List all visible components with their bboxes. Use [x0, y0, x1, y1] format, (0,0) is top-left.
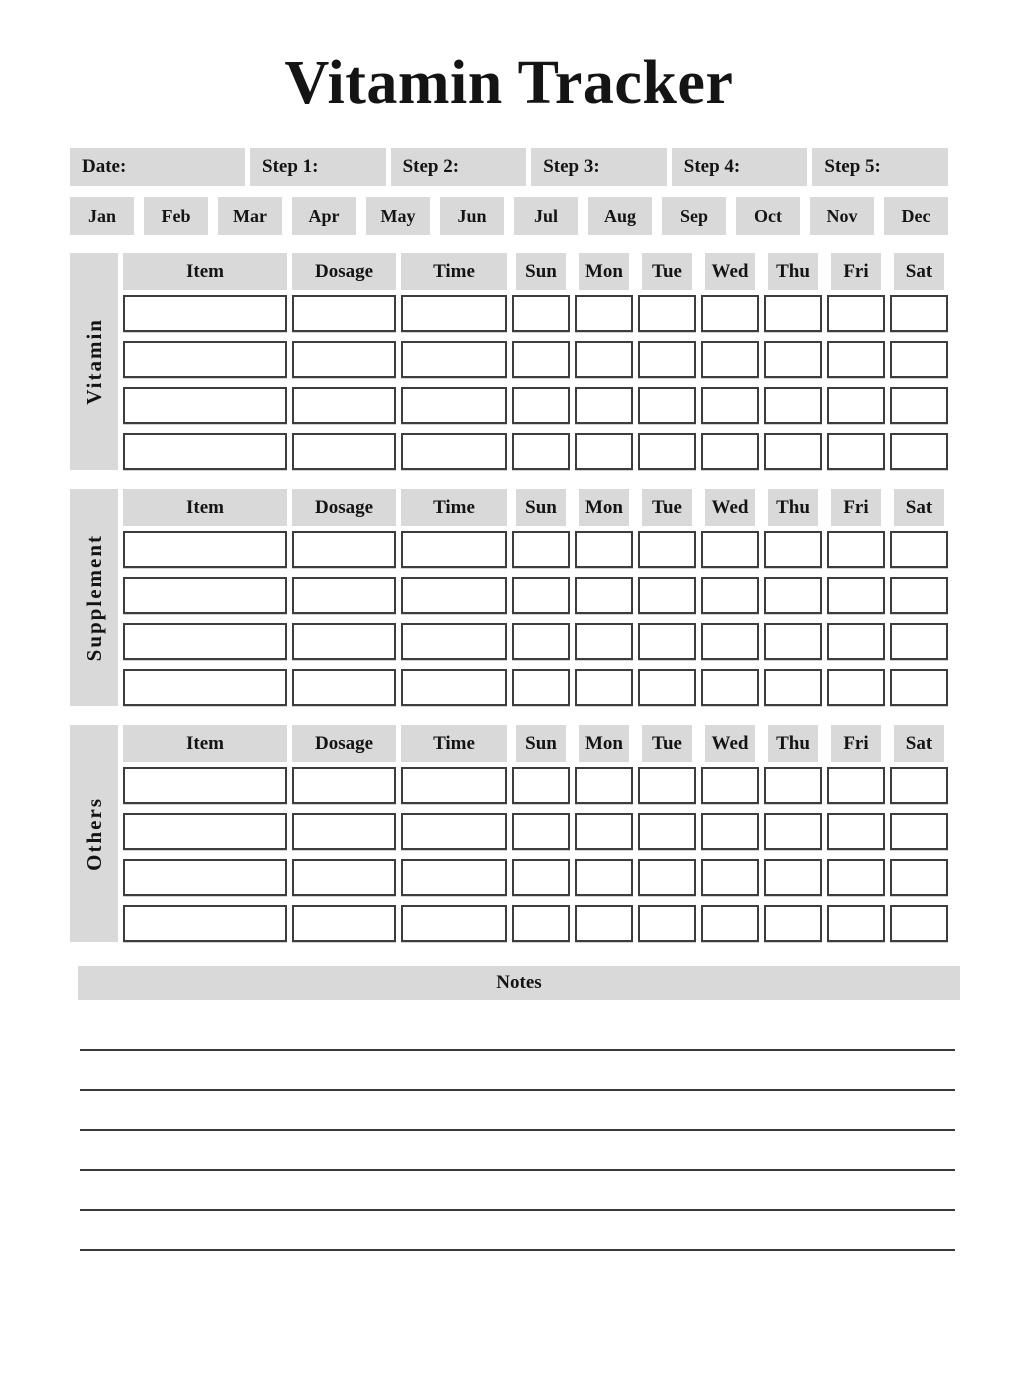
table-body-others	[123, 767, 948, 942]
others-fri-checkbox[interactable]	[827, 905, 885, 942]
others-sun-checkbox[interactable]	[512, 859, 570, 896]
month-oct[interactable]: Oct	[736, 197, 800, 235]
notes-line[interactable]	[80, 1249, 955, 1251]
vitamin-wed-checkbox[interactable]	[701, 387, 759, 424]
others-mon-checkbox[interactable]	[575, 859, 633, 896]
others-sat-checkbox[interactable]	[890, 905, 948, 942]
vitamin-item-input[interactable]	[123, 387, 287, 424]
supplement-wed-checkbox[interactable]	[701, 669, 759, 706]
column-header-fri: Fri	[831, 253, 881, 290]
column-header-thu: Thu	[768, 725, 818, 762]
month-mar[interactable]: Mar	[218, 197, 282, 235]
supplement-sun-checkbox[interactable]	[512, 623, 570, 660]
month-feb[interactable]: Feb	[144, 197, 208, 235]
vitamin-tue-checkbox[interactable]	[638, 387, 696, 424]
supplement-sun-checkbox[interactable]	[512, 531, 570, 568]
column-header-time: Time	[401, 253, 507, 290]
supplement-fri-checkbox[interactable]	[827, 623, 885, 660]
supplement-dosage-input[interactable]	[292, 531, 396, 568]
supplement-dosage-input[interactable]	[292, 623, 396, 660]
vitamin-wed-checkbox[interactable]	[701, 295, 759, 332]
date-steps-row	[70, 148, 948, 186]
table-others	[123, 725, 948, 942]
step-3-label: Step 3:	[543, 156, 600, 177]
vitamin-time-input[interactable]	[401, 387, 507, 424]
vitamin-time-input[interactable]	[401, 295, 507, 332]
vitamin-item-input[interactable]	[123, 341, 287, 378]
column-header-wed: Wed	[705, 725, 755, 762]
others-sat-checkbox[interactable]	[890, 859, 948, 896]
notes-label: Notes	[496, 972, 542, 993]
supplement-item-input[interactable]	[123, 577, 287, 614]
others-time-input[interactable]	[401, 905, 507, 942]
table-header-others	[123, 725, 948, 762]
month-dec[interactable]: Dec	[884, 197, 948, 235]
supplement-time-input[interactable]	[401, 531, 507, 568]
page-title: Vitamin Tracker	[284, 49, 734, 117]
supplement-fri-checkbox[interactable]	[827, 577, 885, 614]
vitamin-thu-checkbox[interactable]	[764, 433, 822, 470]
supplement-thu-checkbox[interactable]	[764, 531, 822, 568]
column-header-dosage: Dosage	[292, 725, 396, 762]
step-1-label: Step 1:	[262, 156, 319, 177]
column-header-mon: Mon	[579, 725, 629, 762]
months-row	[70, 197, 948, 235]
column-header-sat: Sat	[894, 253, 944, 290]
supplement-sat-checkbox[interactable]	[890, 577, 948, 614]
notes-line[interactable]	[80, 1089, 955, 1091]
supplement-item-input[interactable]	[123, 623, 287, 660]
month-may[interactable]: May	[366, 197, 430, 235]
supplement-dosage-input[interactable]	[292, 669, 396, 706]
vitamin-mon-checkbox[interactable]	[575, 387, 633, 424]
table-vitamin	[123, 253, 948, 470]
table-supplement	[123, 489, 948, 706]
others-tue-checkbox[interactable]	[638, 813, 696, 850]
supplement-mon-checkbox[interactable]	[575, 623, 633, 660]
others-time-input[interactable]	[401, 813, 507, 850]
step-1-field[interactable]	[250, 148, 386, 186]
date-field[interactable]	[70, 148, 245, 186]
column-header-tue: Tue	[642, 253, 692, 290]
section-label-vitamin: Vitamin	[81, 318, 106, 405]
column-header-tue: Tue	[642, 489, 692, 526]
month-aug[interactable]: Aug	[588, 197, 652, 235]
month-jun[interactable]: Jun	[440, 197, 504, 235]
vitamin-thu-checkbox[interactable]	[764, 387, 822, 424]
others-sun-checkbox[interactable]	[512, 905, 570, 942]
column-header-time: Time	[401, 725, 507, 762]
column-header-mon: Mon	[579, 489, 629, 526]
vitamin-time-input[interactable]	[401, 433, 507, 470]
vitamin-sun-checkbox[interactable]	[512, 341, 570, 378]
others-thu-checkbox[interactable]	[764, 859, 822, 896]
others-wed-checkbox[interactable]	[701, 905, 759, 942]
tracker-sections	[70, 253, 948, 942]
section-rail-vitamin	[70, 253, 118, 470]
others-fri-checkbox[interactable]	[827, 813, 885, 850]
vitamin-tue-checkbox[interactable]	[638, 341, 696, 378]
section-others	[70, 725, 948, 942]
others-dosage-input[interactable]	[292, 859, 396, 896]
date-label: Date:	[82, 156, 127, 177]
column-header-sat: Sat	[894, 489, 944, 526]
vitamin-tracker-page	[0, 49, 1024, 1251]
step-2-field[interactable]	[391, 148, 527, 186]
vitamin-dosage-input[interactable]	[292, 387, 396, 424]
supplement-thu-checkbox[interactable]	[764, 577, 822, 614]
others-wed-checkbox[interactable]	[701, 859, 759, 896]
others-dosage-input[interactable]	[292, 767, 396, 804]
supplement-thu-checkbox[interactable]	[764, 623, 822, 660]
others-item-input[interactable]	[123, 813, 287, 850]
vitamin-mon-checkbox[interactable]	[575, 341, 633, 378]
vitamin-fri-checkbox[interactable]	[827, 341, 885, 378]
column-header-dosage: Dosage	[292, 489, 396, 526]
supplement-sun-checkbox[interactable]	[512, 577, 570, 614]
others-sat-checkbox[interactable]	[890, 813, 948, 850]
vitamin-sat-checkbox[interactable]	[890, 433, 948, 470]
month-jul[interactable]: Jul	[514, 197, 578, 235]
supplement-sun-checkbox[interactable]	[512, 669, 570, 706]
table-header-supplement	[123, 489, 948, 526]
supplement-thu-checkbox[interactable]	[764, 669, 822, 706]
column-header-fri: Fri	[831, 725, 881, 762]
month-sep[interactable]: Sep	[662, 197, 726, 235]
step-4-label: Step 4:	[683, 156, 741, 177]
vitamin-thu-checkbox[interactable]	[764, 295, 822, 332]
supplement-tue-checkbox[interactable]	[638, 669, 696, 706]
supplement-time-input[interactable]	[401, 577, 507, 614]
others-time-input[interactable]	[401, 767, 507, 804]
vitamin-mon-checkbox[interactable]	[575, 433, 633, 470]
column-header-sat: Sat	[894, 725, 944, 762]
supplement-time-input[interactable]	[401, 623, 507, 660]
notes-line[interactable]	[80, 1209, 955, 1211]
supplement-tue-checkbox[interactable]	[638, 531, 696, 568]
month-jan[interactable]: Jan	[70, 197, 134, 235]
notes-line[interactable]	[80, 1049, 955, 1051]
supplement-wed-checkbox[interactable]	[701, 531, 759, 568]
others-mon-checkbox[interactable]	[575, 905, 633, 942]
supplement-fri-checkbox[interactable]	[827, 669, 885, 706]
month-apr[interactable]: Apr	[292, 197, 356, 235]
others-item-input[interactable]	[123, 859, 287, 896]
vitamin-item-input[interactable]	[123, 295, 287, 332]
vitamin-dosage-input[interactable]	[292, 433, 396, 470]
others-wed-checkbox[interactable]	[701, 813, 759, 850]
vitamin-item-input[interactable]	[123, 433, 287, 470]
vitamin-sun-checkbox[interactable]	[512, 433, 570, 470]
others-thu-checkbox[interactable]	[764, 813, 822, 850]
vitamin-tue-checkbox[interactable]	[638, 433, 696, 470]
column-header-dosage: Dosage	[292, 253, 396, 290]
supplement-mon-checkbox[interactable]	[575, 577, 633, 614]
vitamin-mon-checkbox[interactable]	[575, 295, 633, 332]
supplement-sat-checkbox[interactable]	[890, 531, 948, 568]
column-header-item: Item	[123, 253, 287, 290]
others-item-input[interactable]	[123, 767, 287, 804]
section-vitamin	[70, 253, 948, 470]
supplement-tue-checkbox[interactable]	[638, 577, 696, 614]
step-5-field[interactable]	[812, 148, 948, 186]
vitamin-dosage-input[interactable]	[292, 295, 396, 332]
supplement-wed-checkbox[interactable]	[701, 623, 759, 660]
column-header-sun: Sun	[516, 725, 566, 762]
others-thu-checkbox[interactable]	[764, 767, 822, 804]
vitamin-thu-checkbox[interactable]	[764, 341, 822, 378]
vitamin-dosage-input[interactable]	[292, 341, 396, 378]
month-nov[interactable]: Nov	[810, 197, 874, 235]
vitamin-sat-checkbox[interactable]	[890, 387, 948, 424]
others-dosage-input[interactable]	[292, 905, 396, 942]
vitamin-sat-checkbox[interactable]	[890, 295, 948, 332]
section-supplement	[70, 489, 948, 706]
column-header-sun: Sun	[516, 253, 566, 290]
others-tue-checkbox[interactable]	[638, 767, 696, 804]
others-time-input[interactable]	[401, 859, 507, 896]
step-4-field[interactable]	[672, 148, 808, 186]
others-fri-checkbox[interactable]	[827, 767, 885, 804]
column-header-time: Time	[401, 489, 507, 526]
vitamin-tue-checkbox[interactable]	[638, 295, 696, 332]
vitamin-sat-checkbox[interactable]	[890, 341, 948, 378]
others-mon-checkbox[interactable]	[575, 767, 633, 804]
vitamin-fri-checkbox[interactable]	[827, 295, 885, 332]
notes-header	[78, 966, 960, 1000]
section-label-supplement: Supplement	[81, 533, 106, 662]
column-header-item: Item	[123, 725, 287, 762]
others-fri-checkbox[interactable]	[827, 859, 885, 896]
column-header-item: Item	[123, 489, 287, 526]
column-header-wed: Wed	[705, 253, 755, 290]
notes-line[interactable]	[80, 1129, 955, 1131]
others-thu-checkbox[interactable]	[764, 905, 822, 942]
table-header-vitamin	[123, 253, 948, 290]
vitamin-fri-checkbox[interactable]	[827, 387, 885, 424]
supplement-item-input[interactable]	[123, 669, 287, 706]
supplement-mon-checkbox[interactable]	[575, 669, 633, 706]
others-sun-checkbox[interactable]	[512, 813, 570, 850]
supplement-time-input[interactable]	[401, 669, 507, 706]
others-wed-checkbox[interactable]	[701, 767, 759, 804]
column-header-fri: Fri	[831, 489, 881, 526]
supplement-fri-checkbox[interactable]	[827, 531, 885, 568]
column-header-sun: Sun	[516, 489, 566, 526]
vitamin-time-input[interactable]	[401, 341, 507, 378]
vitamin-sun-checkbox[interactable]	[512, 387, 570, 424]
supplement-sat-checkbox[interactable]	[890, 623, 948, 660]
vitamin-sun-checkbox[interactable]	[512, 295, 570, 332]
step-2-label: Step 2:	[402, 156, 460, 177]
others-sat-checkbox[interactable]	[890, 767, 948, 804]
section-rail-supplement	[70, 489, 118, 706]
others-tue-checkbox[interactable]	[638, 905, 696, 942]
step-5-label: Step 5:	[824, 156, 881, 177]
others-sun-checkbox[interactable]	[512, 767, 570, 804]
vitamin-wed-checkbox[interactable]	[701, 433, 759, 470]
column-header-thu: Thu	[768, 253, 818, 290]
others-mon-checkbox[interactable]	[575, 813, 633, 850]
vitamin-fri-checkbox[interactable]	[827, 433, 885, 470]
others-item-input[interactable]	[123, 905, 287, 942]
vitamin-wed-checkbox[interactable]	[701, 341, 759, 378]
column-header-tue: Tue	[642, 725, 692, 762]
column-header-wed: Wed	[705, 489, 755, 526]
section-label-others: Others	[81, 796, 106, 871]
supplement-tue-checkbox[interactable]	[638, 623, 696, 660]
column-header-mon: Mon	[579, 253, 629, 290]
notes-line[interactable]	[80, 1169, 955, 1171]
table-body-vitamin	[123, 295, 948, 470]
supplement-mon-checkbox[interactable]	[575, 531, 633, 568]
others-tue-checkbox[interactable]	[638, 859, 696, 896]
others-dosage-input[interactable]	[292, 813, 396, 850]
supplement-wed-checkbox[interactable]	[701, 577, 759, 614]
column-header-thu: Thu	[768, 489, 818, 526]
supplement-sat-checkbox[interactable]	[890, 669, 948, 706]
supplement-item-input[interactable]	[123, 531, 287, 568]
table-body-supplement	[123, 531, 948, 706]
notes-lines	[80, 1049, 955, 1251]
supplement-dosage-input[interactable]	[292, 577, 396, 614]
section-rail-others	[70, 725, 118, 942]
step-3-field[interactable]	[531, 148, 667, 186]
